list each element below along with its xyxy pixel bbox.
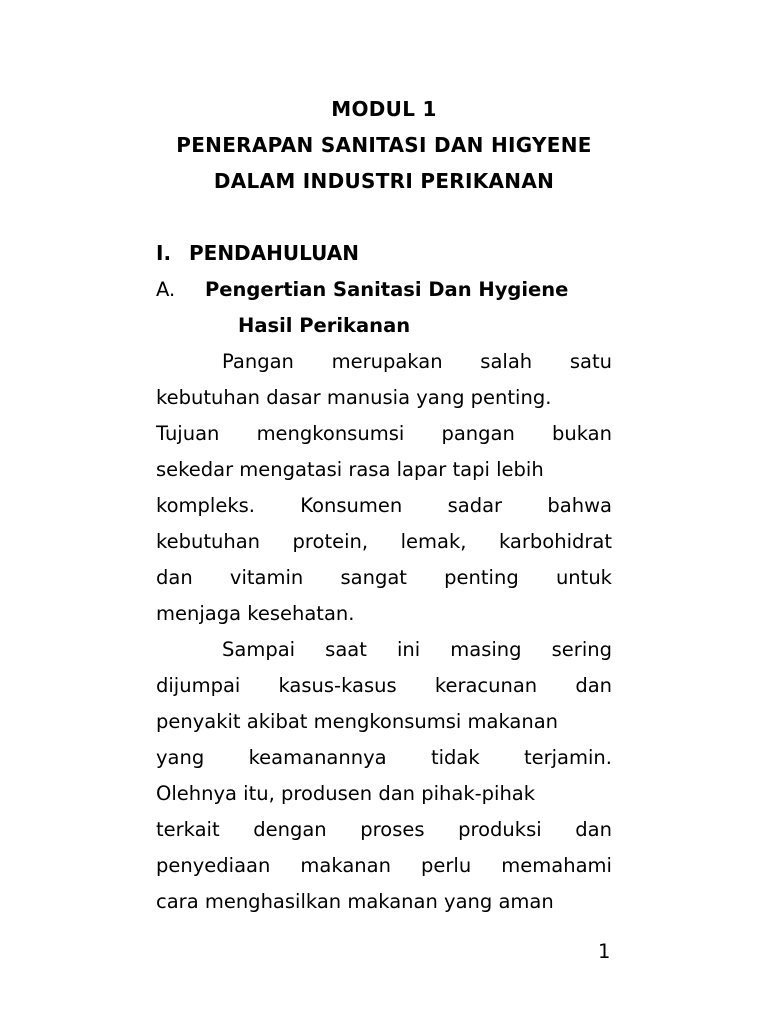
paragraph-line — [222, 350, 612, 374]
word: proses — [360, 818, 425, 841]
page-number: 1 — [598, 940, 611, 963]
word: sadar — [447, 494, 503, 517]
word: lemak, — [400, 530, 467, 553]
word: untuk — [555, 566, 612, 589]
paragraph-line — [156, 674, 612, 698]
subsection-title-line-1: Pengertian Sanitasi Dan Hygiene — [205, 278, 569, 301]
word: pangan — [441, 422, 515, 445]
word: Sampai — [222, 638, 296, 661]
word: satu — [569, 350, 612, 373]
word: bahwa — [547, 494, 612, 517]
word: kebutuhan — [156, 530, 261, 553]
word: dengan — [253, 818, 327, 841]
word: karbohidrat — [498, 530, 612, 553]
word: dan — [575, 818, 612, 841]
word: dan — [156, 566, 193, 589]
word: kompleks. — [156, 494, 255, 517]
paragraph-line: menjaga kesehatan. — [156, 602, 355, 625]
word: Konsumen — [300, 494, 403, 517]
section-number: I. — [156, 241, 172, 265]
word: yang — [156, 746, 205, 769]
word: keamanannya — [248, 746, 387, 769]
paragraph-line — [156, 422, 612, 446]
paragraph-line — [156, 494, 612, 518]
paragraph-line: sekedar mengatasi rasa lapar tapi lebih — [156, 458, 544, 481]
section-title: PENDAHULUAN — [189, 241, 359, 265]
subsection-title-line-2: Hasil Perikanan — [238, 314, 411, 337]
word: keracunan — [434, 674, 538, 697]
paragraph-line — [156, 566, 612, 590]
module-title: MODUL 1 — [331, 97, 437, 121]
word: dan — [575, 674, 612, 697]
word: salah — [480, 350, 533, 373]
word: penting — [444, 566, 519, 589]
word: mengkonsumsi — [256, 422, 405, 445]
word: terjamin. — [523, 746, 612, 769]
word: makanan — [300, 854, 391, 877]
paragraph-line — [156, 530, 612, 554]
word: ini — [396, 638, 421, 661]
paragraph-line — [156, 818, 612, 842]
paragraph-line: kebutuhan dasar manusia yang penting. — [156, 386, 552, 409]
word: sangat — [340, 566, 407, 589]
word: memahami — [501, 854, 612, 877]
word: perlu — [421, 854, 472, 877]
word: Pangan — [222, 350, 294, 373]
word: protein, — [292, 530, 369, 553]
paragraph-line — [156, 746, 612, 770]
word: bukan — [551, 422, 612, 445]
word: merupakan — [331, 350, 443, 373]
word: dijumpai — [156, 674, 241, 697]
paragraph-line: Olehnya itu, produsen dan pihak-pihak — [156, 782, 536, 805]
word: produksi — [458, 818, 542, 841]
word: terkait — [156, 818, 220, 841]
paragraph-line — [222, 638, 612, 662]
subsection-letter: A. — [156, 278, 176, 301]
word: saat — [325, 638, 367, 661]
word: Tujuan — [156, 422, 220, 445]
module-subtitle-line-1: PENERAPAN SANITASI DAN HIGYENE — [176, 133, 592, 157]
paragraph-line: cara menghasilkan makanan yang aman — [156, 890, 554, 913]
word: penyediaan — [156, 854, 271, 877]
word: sering — [551, 638, 612, 661]
paragraph-line — [156, 854, 612, 878]
word: masing — [450, 638, 522, 661]
word: kasus-kasus — [278, 674, 397, 697]
word: vitamin — [229, 566, 304, 589]
paragraph-line: penyakit akibat mengkonsumsi makanan — [156, 710, 559, 733]
word: tidak — [430, 746, 480, 769]
module-subtitle-line-2: DALAM INDUSTRI PERIKANAN — [213, 169, 555, 193]
